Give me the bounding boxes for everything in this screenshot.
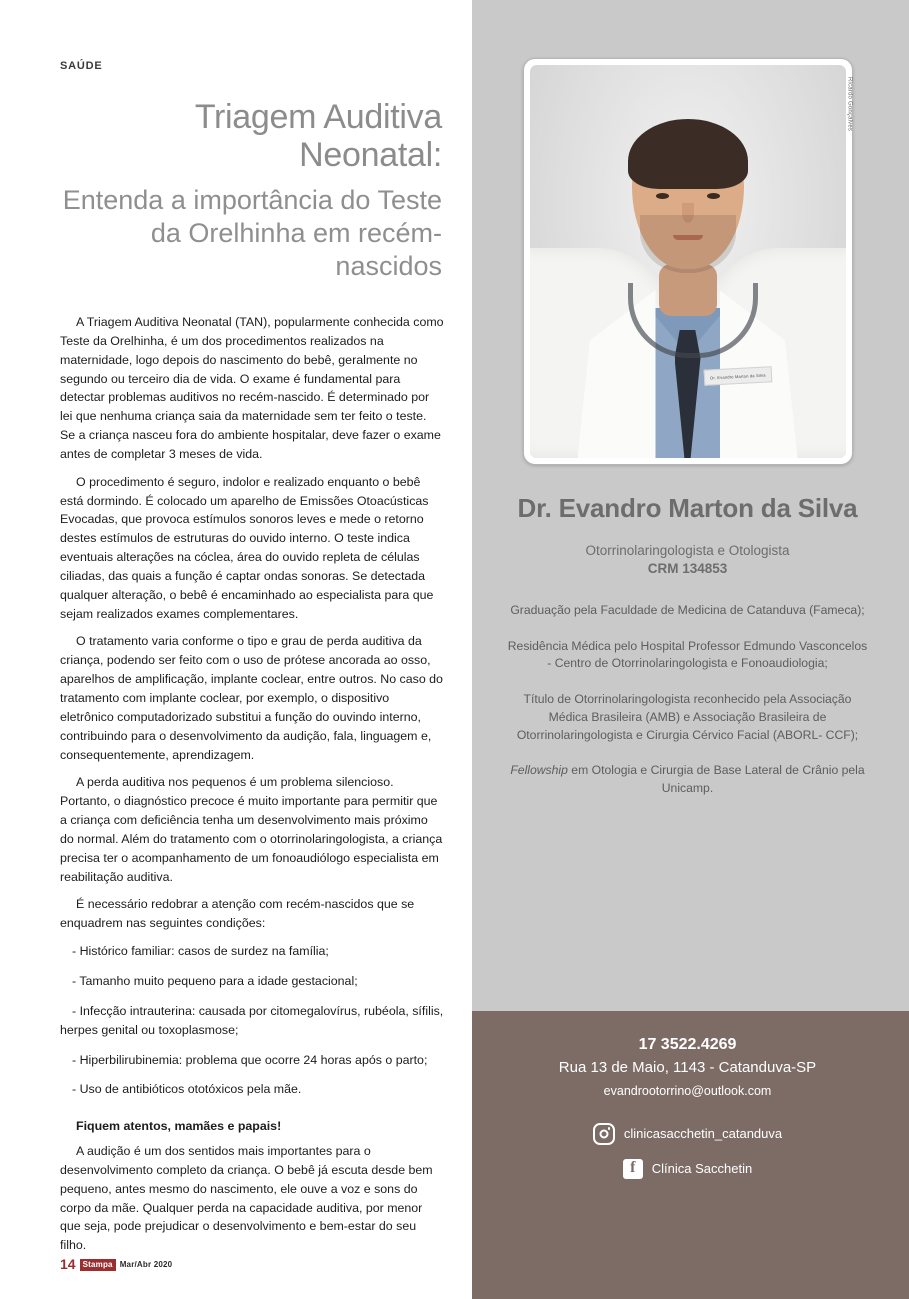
qualifications-list — [506, 602, 869, 798]
contact-address: Rua 13 de Maio, 1143 - Catanduva-SP — [558, 1059, 817, 1076]
facebook-row[interactable] — [496, 1159, 879, 1179]
facebook-icon[interactable] — [623, 1159, 643, 1179]
contact-block — [466, 1011, 909, 1299]
list-item: - Histórico familiar: casos de surdez na família; — [72, 944, 329, 959]
page-number: 14 — [60, 1256, 76, 1272]
photo-credit: Ricardo Gonçalves — [846, 77, 853, 132]
profile-panel — [466, 0, 909, 1299]
paragraph: A perda auditiva nos pequenos é um problema silencioso. Portanto, o diagnóstico precoce é muito importante para permitir que a criança com deficiência tenha um desenvolvimento mais próximo do normal. Além do tratamento com o otorrinolaringologista, a criança precisa ter o acompanhamento de um fonoaudiólogo especialista em reabilitação auditiva. — [60, 775, 443, 884]
article-body — [60, 313, 444, 1255]
list-item: - Hiperbilirubinemia: problema que ocorre 24 horas após o parto; — [72, 1052, 428, 1067]
facebook-handle[interactable]: Clínica Sacchetin — [651, 1161, 753, 1177]
page-title — [60, 98, 444, 283]
fellowship-text: em Otologia e Cirurgia de Base Lateral de Crânio pela Unicamp. — [567, 763, 865, 795]
magazine-badge: Stampa — [80, 1259, 116, 1271]
qualification-item: Residência Médica pelo Hospital Professor Edmundo Vasconcelos - Centro de Otorrinolaringologista e Fonoaudiologia; — [507, 638, 868, 671]
headline-line-1: Triagem Auditiva — [194, 98, 442, 136]
closing-paragraph: A audição é um dos sentidos mais importantes para o desenvolvimento completo da criança. O bebê já escuta desde bem pequeno, antes mesmo do nascimento, ele ouve a voz e sons do corpo da mãe. Qualquer perda na capacidade auditiva, por menor que seja, pode prejudicar o desenvolvimento e bem-estar do seu filho. — [60, 1144, 433, 1253]
eye-right-icon — [707, 193, 720, 199]
section-kicker: SAÚDE — [60, 60, 103, 72]
doctor-crm: CRM 134853 — [647, 560, 728, 576]
fellowship-label: Fellowship — [510, 763, 568, 778]
paragraph: O tratamento varia conforme o tipo e grau de perda auditiva da criança, podendo ser feito com o uso de prótese ancorada ao osso, aparelhos de amplificação, implante coclear, entre outros. No caso do tratamento com implante coclear, por exemplo, o dispositivo eletrônico computadorizado substitui a função do ouvindo interno, contribuindo para o desenvolvimento da audição, fala, linguagem e, consequentemente, aprendizagem. — [60, 634, 443, 762]
eyebrow-right-icon — [704, 183, 724, 187]
qualification-item: Título de Otorrinolaringologista reconhecido pela Associação Médica Brasileira (AMB) e Associação Brasileira de Otorrinolaringologista e Cirurgia Cérvico Facial (ABORL- CCF); — [516, 692, 859, 742]
paragraph: O procedimento é seguro, indolor e realizado enquanto o bebê está dormindo. É colocado um aparelho de Emissões Otoacústicas Evocadas, que provoca estímulos sonoros leves e mede o retorno destes estímulos de estruturas do ouvido interno. O teste indica eventuais alterações na cóclea, área do ouvido repleta de células ciliadas, das quais a função é captar ondas sonoras. Se detectada qualquer alteração, o bebê é encaminhado ao especialista para que sejam realizados exames complementares. — [60, 474, 434, 621]
headline-subtitle: Entenda a importância do Teste da Orelhinha em recém-nascidos — [62, 185, 442, 282]
closing-title: Fiquem atentos, mamães e papais! — [76, 1119, 282, 1134]
mouth-shape — [673, 235, 703, 240]
contact-phone[interactable]: 17 3522.4269 — [638, 1036, 737, 1053]
instagram-handle[interactable]: clinicasacchetin_catanduva — [623, 1126, 783, 1142]
qualification-item-fellowship — [506, 762, 869, 797]
doctor-photo — [530, 65, 846, 458]
eyebrow-left-icon — [652, 183, 672, 187]
eye-left-icon — [656, 193, 669, 199]
paragraph: É necessário redobrar a atenção com recém-nascidos que se enquadrem nas seguintes condições: — [60, 897, 415, 931]
list-item: - Tamanho muito pequeno para a idade gestacional; — [72, 973, 358, 988]
doctor-name: Dr. Evandro Marton da Silva — [517, 493, 858, 523]
column-divider — [466, 0, 472, 1299]
instagram-row[interactable] — [496, 1123, 879, 1145]
list-item: - Uso de antibióticos ototóxicos pela mãe. — [72, 1082, 302, 1097]
coat-name-badge: Dr. Evandro Marton da Silva — [703, 366, 772, 386]
paragraph: A Triagem Auditiva Neonatal (TAN), popularmente conhecida como Teste da Orelhinha, é um dos procedimentos realizados na maternidade, logo depois do nascimento do bebê, geralmente no segundo ou terceiro dia de vida. O exame é fundamental para detectar problemas auditivos no recém-nascido. É determinado por lei que nenhuma criança saia da maternidade sem ter feito o teste. Se a criança nasceu fora do ambiente hospitalar, deve fazer o exame antes de completar 3 meses de vida. — [60, 314, 444, 461]
doctor-photo-frame — [523, 58, 853, 465]
list-item: - Infecção intrauterina: causada por citomegalovírus, rubéola, sífilis, herpes genital ou toxoplasmose; — [60, 1003, 444, 1037]
qualification-item: Graduação pela Faculdade de Medicina de Catanduva (Fameca); — [510, 603, 865, 618]
issue-date: Mar/Abr 2020 — [119, 1260, 173, 1270]
doctor-role: Otorrinolaringologista e Otologista — [585, 542, 790, 558]
page-footer — [60, 1257, 172, 1271]
instagram-icon[interactable] — [593, 1123, 615, 1145]
headline-line-2: Neonatal: — [299, 136, 442, 175]
contact-email[interactable]: evandrootorrino@outlook.com — [603, 1083, 772, 1098]
